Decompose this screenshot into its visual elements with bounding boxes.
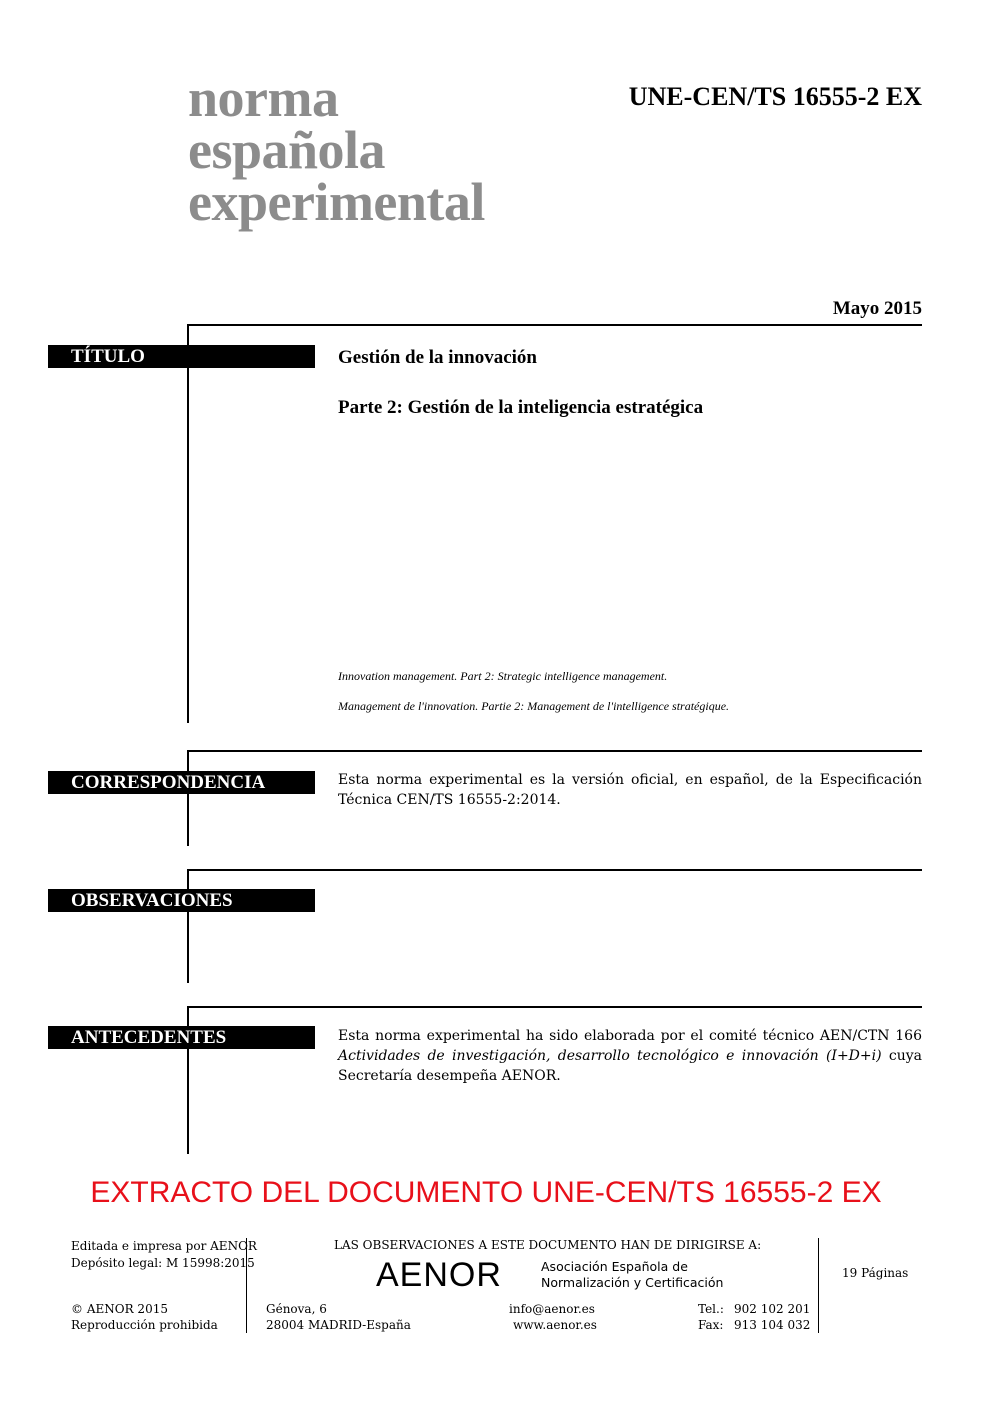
title-line-3: experimental — [188, 172, 485, 232]
section-divider-titulo — [188, 324, 922, 326]
organization-name-line1: Asociación Española de — [541, 1259, 688, 1274]
label-antecedentes: ANTECEDENTES — [48, 1026, 315, 1049]
section-divider-correspondencia — [188, 750, 922, 752]
antecedentes-text — [338, 1026, 922, 1086]
footer-divider-right — [818, 1238, 819, 1333]
antecedentes-text-end: cuya Secretaría desempeña AENOR. — [338, 1048, 922, 1084]
aenor-logo: AENOR — [376, 1256, 502, 1294]
tel-label: Tel.: — [698, 1302, 724, 1316]
section-vline-titulo — [187, 324, 189, 723]
organization-name — [541, 1259, 723, 1291]
section-divider-observaciones — [188, 869, 922, 871]
title-line-2: española — [188, 120, 386, 180]
title-french: Management de l'innovation. Partie 2: Management de l'intelligence stratégique. — [338, 699, 730, 713]
section-divider-antecedentes — [188, 1006, 922, 1008]
contact-email[interactable]: info@aenor.es — [509, 1302, 595, 1316]
section-vline-correspondencia — [187, 750, 189, 846]
tel-number: 902 102 201 — [734, 1302, 811, 1316]
fax-number: 913 104 032 — [734, 1318, 811, 1332]
publication-date: Mayo 2015 — [832, 298, 922, 319]
title-line-1: norma — [188, 68, 339, 128]
contact-web[interactable]: www.aenor.es — [513, 1318, 597, 1332]
label-correspondencia: CORRESPONDENCIA — [48, 771, 315, 794]
correspondencia-text: Esta norma experimental es la versión oficial, en español, de la Especificación Técnica CEN/TS 16555-2:2014. — [338, 772, 922, 808]
committee-name: Actividades de investigación, desarrollo tecnológico e innovación (I+D+i) — [338, 1048, 882, 1064]
page-count: 19 Páginas — [842, 1266, 909, 1280]
antecedentes-text-start: Esta norma experimental ha sido elaborada por el comité técnico AEN/CTN 166 — [338, 1028, 922, 1044]
label-observaciones: OBSERVACIONES — [48, 889, 315, 912]
address-line1: Génova, 6 — [266, 1302, 327, 1316]
main-title: Gestión de la innovación — [338, 347, 537, 368]
part-title: Parte 2: Gestión de la inteligencia estratégica — [338, 397, 704, 418]
footer-reproduction: Reproducción prohibida — [71, 1318, 218, 1332]
label-titulo: TÍTULO — [48, 345, 315, 368]
footer-edited: Editada e impresa por AENOR — [71, 1239, 257, 1253]
title-english: Innovation management. Part 2: Strategic intelligence management. — [338, 669, 668, 683]
organization-name-line2: Normalización y Certificación — [541, 1275, 724, 1290]
footer-copyright: © AENOR 2015 — [71, 1302, 168, 1316]
address-line2: 28004 MADRID-España — [266, 1318, 411, 1332]
extract-notice: EXTRACTO DEL DOCUMENTO UNE-CEN/TS 16555-2 EX — [90, 1176, 882, 1209]
section-vline-observaciones — [187, 869, 189, 983]
standard-code: UNE-CEN/TS 16555-2 EX — [628, 82, 922, 111]
observations-note: LAS OBSERVACIONES A ESTE DOCUMENTO HAN DE DIRIGIRSE A: — [334, 1238, 762, 1252]
fax-label: Fax: — [698, 1318, 724, 1332]
document-type-title — [188, 68, 485, 232]
footer-deposit: Depósito legal: M 15998:2015 — [71, 1256, 255, 1270]
